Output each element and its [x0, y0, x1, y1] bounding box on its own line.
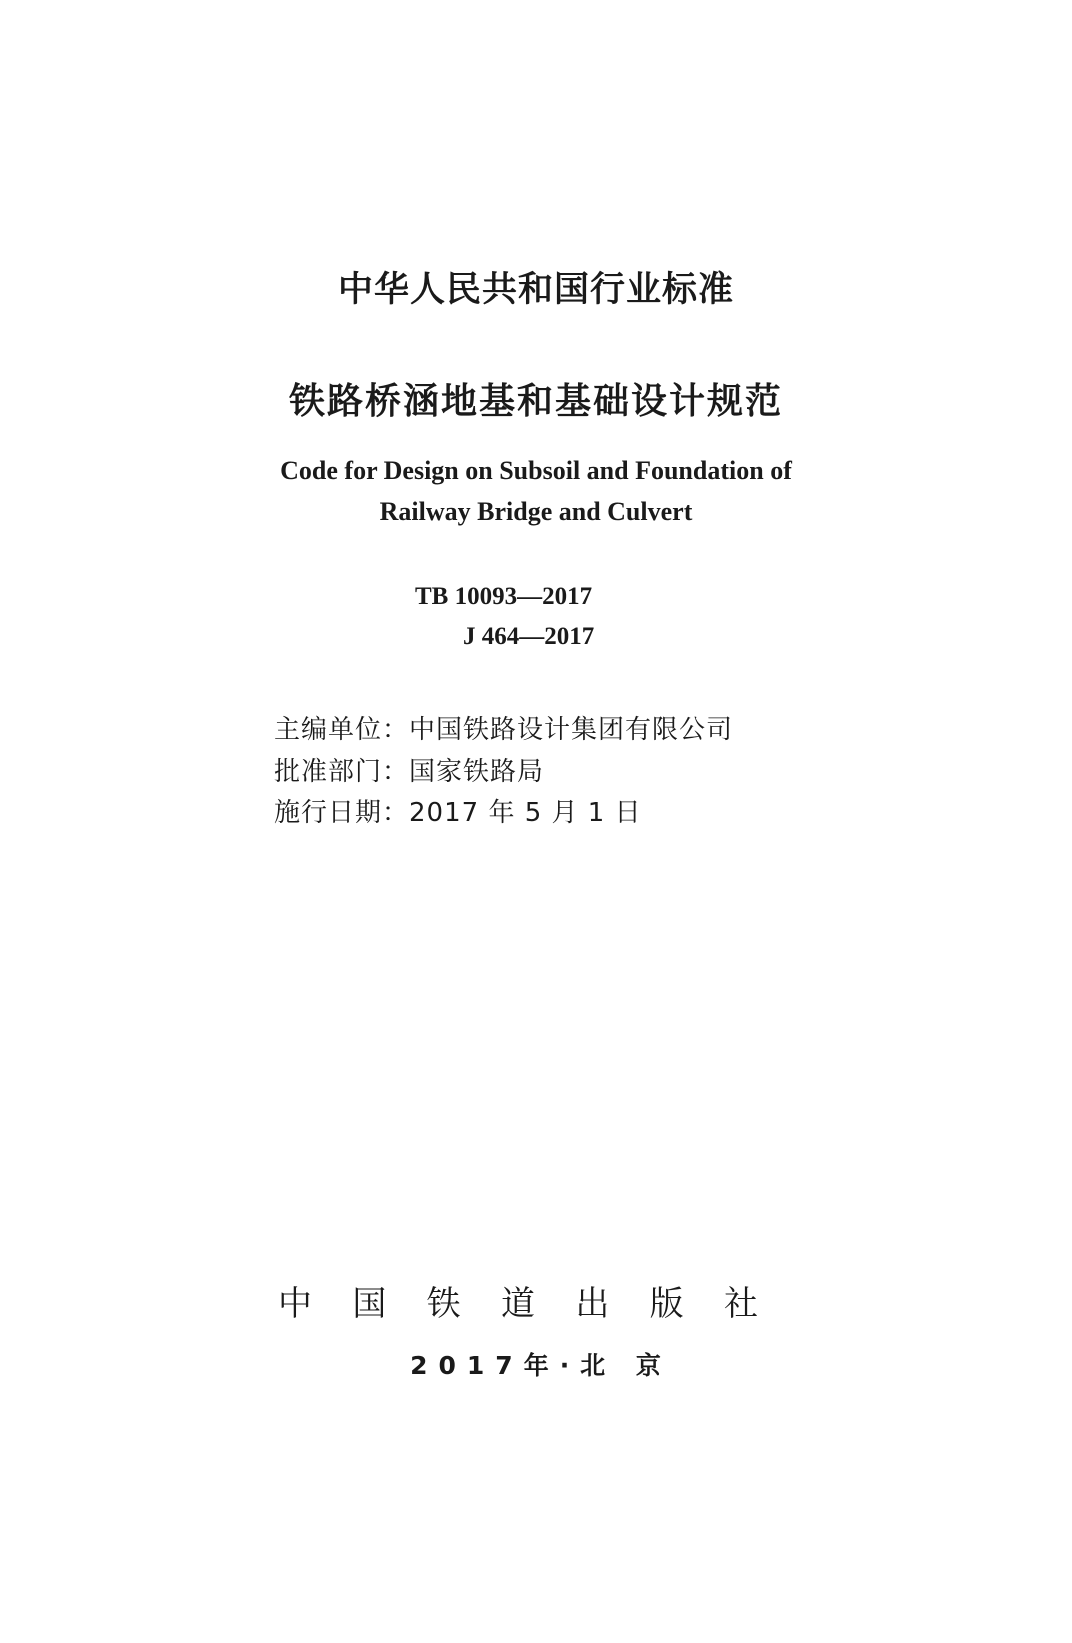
- info-value: 2017 年 5 月 1 日: [409, 798, 642, 828]
- publisher-char: 道: [500, 1284, 535, 1324]
- title-english-line-1: Code for Design on Subsoil and Foundation of: [280, 456, 792, 485]
- info-label: 施行日期：: [274, 798, 410, 828]
- publisher-name: [278, 1276, 758, 1325]
- publisher-char: 出: [575, 1284, 610, 1324]
- publisher-char: 社: [723, 1284, 758, 1324]
- standard-code-j: J 464—2017: [463, 623, 595, 650]
- title-english-line-2: Railway Bridge and Culvert: [379, 497, 693, 526]
- standard-category: 中华人民共和国行业标准: [337, 270, 734, 310]
- info-label: 批准部门：: [274, 757, 410, 787]
- standard-code-tb: TB 10093—2017: [415, 583, 593, 610]
- info-row-effective-date: [274, 792, 642, 829]
- publisher-char: 国: [352, 1284, 387, 1324]
- info-value: 中国铁路设计集团有限公司: [409, 715, 734, 745]
- info-row-approver: [274, 751, 544, 788]
- publication-date-place: 2017年·北 京: [410, 1351, 672, 1380]
- publisher-char: 中: [278, 1284, 312, 1324]
- info-label: 主编单位：: [274, 715, 410, 745]
- info-row-editor: [274, 709, 733, 746]
- title-chinese: 铁路桥涵地基和基础设计规范: [288, 381, 783, 422]
- publisher-char: 铁: [426, 1284, 461, 1324]
- publisher-char: 版: [649, 1284, 684, 1324]
- info-value: 国家铁路局: [409, 757, 545, 787]
